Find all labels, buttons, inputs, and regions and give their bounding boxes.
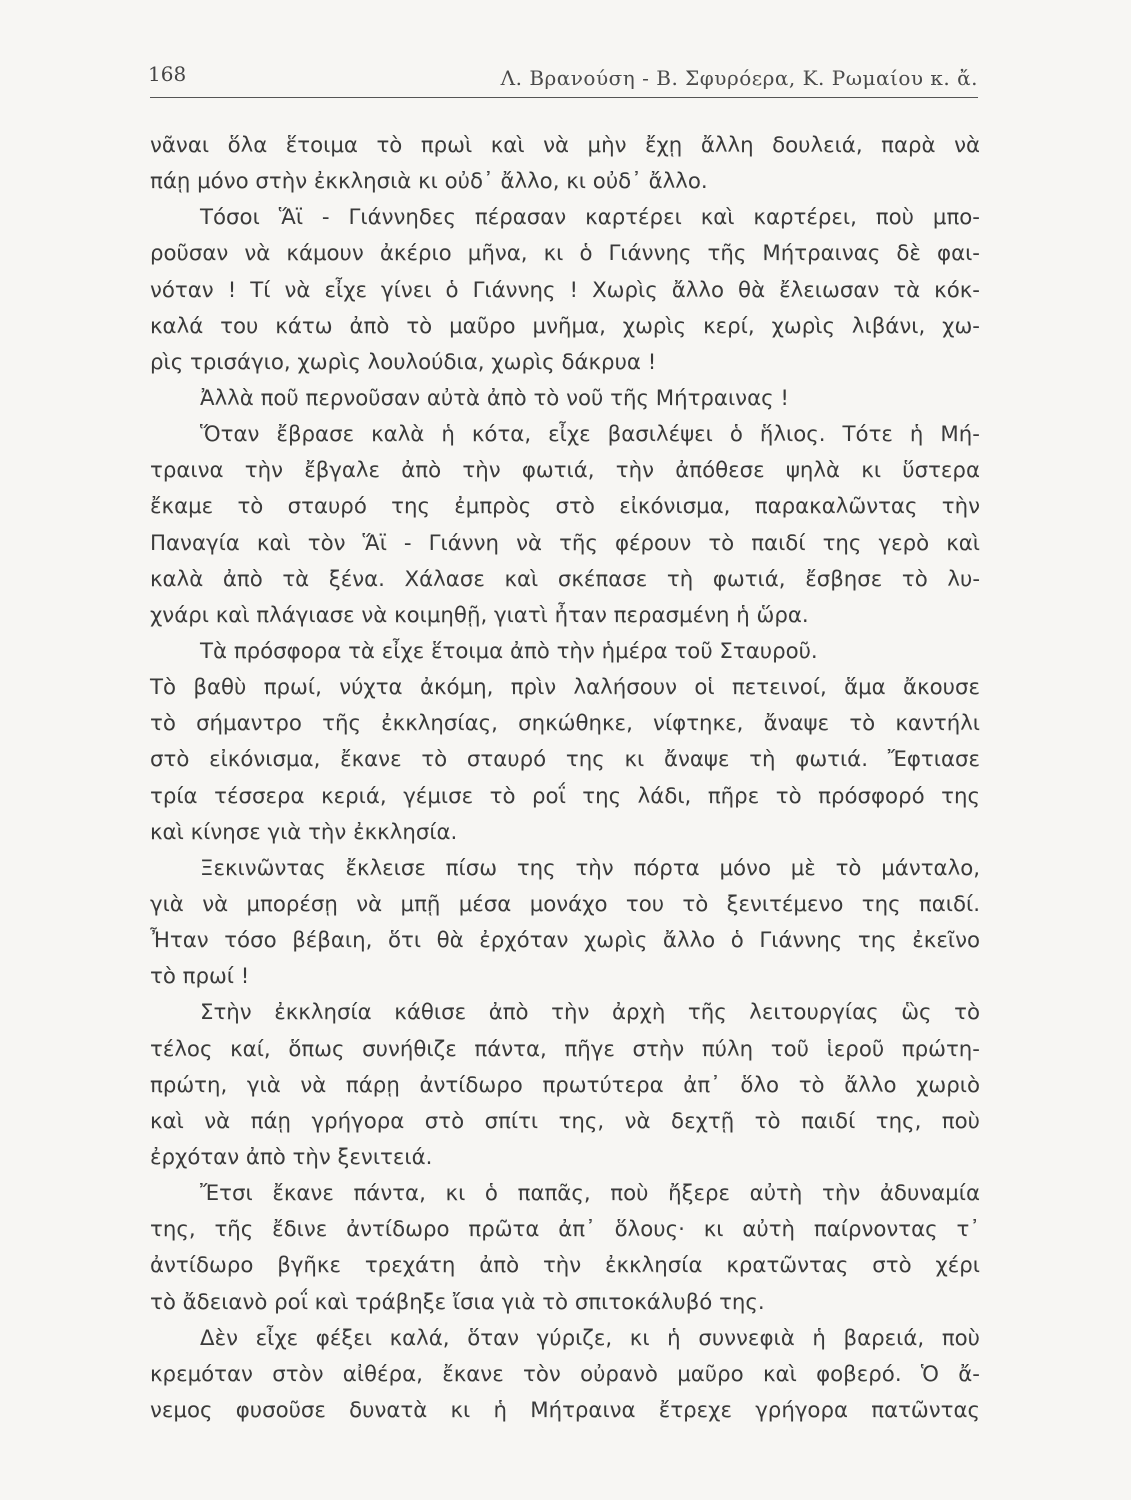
text-line: Τόσοι Ἅϊ - Γιάννηδες πέρασαν καρτέρει καὶ καρτέρει, ποὺ μπο- xyxy=(200,205,980,231)
text-line: ροῦσαν νὰ κάμουν ἀκέριο μῆνα, κι ὁ Γιάννης τῆς Μήτραινας δὲ φαι- xyxy=(150,241,980,267)
page-header xyxy=(148,58,978,94)
page-number: 168 xyxy=(148,62,187,86)
text-line: Ἀλλὰ ποῦ περνοῦσαν αὐτὰ ἀπὸ τὸ νοῦ τῆς Μήτραινας ! xyxy=(200,385,789,411)
text-line: τὸ σήμαντρο τῆς ἐκκλησίας, σηκώθηκε, νίφτηκε, ἄναψε τὸ καντήλι xyxy=(150,711,980,737)
text-line: Τὸ βαθὺ πρωί, νύχτα ἀκόμη, πρὶν λαλήσουν οἱ πετεινοί, ἅμα ἄκουσε xyxy=(150,675,980,701)
text-line: κρεμόταν στὸν αἰθέρα, ἔκανε τὸν οὐρανὸ μαῦρο καὶ φοβερό. Ὁ ἄ- xyxy=(150,1361,980,1387)
text-line: ἐρχόταν ἀπὸ τὴν ξενιτειά. xyxy=(150,1144,433,1170)
text-line: καὶ νὰ πάῃ γρήγορα στὸ σπίτι της, νὰ δεχτῇ τὸ παιδί της, ποὺ xyxy=(150,1108,980,1134)
text-line: πρώτη, γιὰ νὰ πάρῃ ἀντίδωρο πρωτύτερα ἀπ᾽ ὅλο τὸ ἄλλο χωριὸ xyxy=(150,1072,980,1098)
text-line: καλά του κάτω ἀπὸ τὸ μαῦρο μνῆμα, χωρὶς κερί, χωρὶς λιβάνι, χω- xyxy=(150,313,980,339)
text-line: τὸ ἄδειανὸ ροΐ καὶ τράβηξε ἴσια γιὰ τὸ σπιτοκάλυβό της. xyxy=(150,1289,765,1315)
header-rule xyxy=(150,97,978,98)
text-line: χνάρι καὶ πλάγιασε νὰ κοιμηθῇ, γιατὶ ἦταν περασμένη ἡ ὥρα. xyxy=(150,602,809,628)
text-line: ρὶς τρισάγιο, χωρὶς λουλούδια, χωρὶς δάκρυα ! xyxy=(150,349,657,375)
text-line: ἀντίδωρο βγῆκε τρεχάτη ἀπὸ τὴν ἐκκλησία κρατῶντας στὸ χέρι xyxy=(150,1253,980,1279)
text-line: της, τῆς ἔδινε ἀντίδωρο πρῶτα ἀπ᾽ ὅλους· κι αὐτὴ παίρνοντας τ᾽ xyxy=(150,1217,980,1243)
text-line: νᾶναι ὅλα ἕτοιμα τὸ πρωὶ καὶ νὰ μὴν ἔχῃ ἄλλη δουλειά, παρὰ νὰ xyxy=(150,133,980,158)
text-line: γιὰ νὰ μπορέσῃ νὰ μπῇ μέσα μονάχο του τὸ ξενιτέμενο της παιδί. xyxy=(150,891,980,917)
body-text xyxy=(150,128,980,1429)
text-line: τραινα τὴν ἔβγαλε ἀπὸ τὴν φωτιά, τὴν ἀπόθεσε ψηλὰ κι ὕστερα xyxy=(150,458,980,484)
text-line: νεμος φυσοῦσε δυνατὰ κι ἡ Μήτραινα ἔτρεχε γρήγορα πατῶντας xyxy=(150,1397,980,1423)
text-line: νόταν ! Τί νὰ εἶχε γίνει ὁ Γιάννης ! Χωρὶς ἄλλο θὰ ἔλειωσαν τὰ κόκ- xyxy=(150,277,980,303)
text-line: τρία τέσσερα κεριά, γέμισε τὸ ροΐ της λάδι, πῆρε τὸ πρόσφορό της xyxy=(150,783,980,809)
text-line: Ἔτσι ἔκανε πάντα, κι ὁ παπᾶς, ποὺ ἤξερε αὐτὴ τὴν ἀδυναμία xyxy=(200,1181,980,1207)
text-line: τὸ πρωί ! xyxy=(150,964,250,990)
text-line: στὸ εἰκόνισμα, ἔκανε τὸ σταυρό της κι ἄναψε τὴ φωτιά. Ἔφτιασε xyxy=(150,747,980,773)
text-line: Παναγία καὶ τὸν Ἅϊ - Γιάννη νὰ τῆς φέρουν τὸ παιδί της γερὸ καὶ xyxy=(150,530,980,556)
text-line: καὶ κίνησε γιὰ τὴν ἐκκλησία. xyxy=(150,819,458,845)
text-line: Τὰ πρόσφορα τὰ εἶχε ἕτοιμα ἀπὸ τὴν ἡμέρα τοῦ Σταυροῦ. xyxy=(200,638,818,664)
text-line: Δὲν εἶχε φέξει καλά, ὅταν γύριζε, κι ἡ συννεφιὰ ἡ βαρειά, ποὺ xyxy=(200,1325,980,1351)
text-line: πάῃ μόνο στὴν ἐκκλησιὰ κι οὐδ᾽ ἄλλο, κι οὐδ᾽ ἄλλο. xyxy=(150,169,708,195)
text-line: ἔκαμε τὸ σταυρό της ἐμπρὸς στὸ εἰκόνισμα, παρακαλῶντας τὴν xyxy=(150,494,980,520)
text-line: Στὴν ἐκκλησία κάθισε ἀπὸ τὴν ἀρχὴ τῆς λειτουργίας ὣς τὸ xyxy=(200,1000,980,1026)
text-line: Ὅταν ἔβρασε καλὰ ἡ κότα, εἶχε βασιλέψει ὁ ἥλιος. Τότε ἡ Μή- xyxy=(200,422,980,448)
text-line: καλὰ ἀπὸ τὰ ξένα. Χάλασε καὶ σκέπασε τὴ φωτιά, ἔσβησε τὸ λυ- xyxy=(150,566,980,592)
running-head: Λ. Βρανούση - Β. Σφυρόερα, Κ. Ρωμαίου κ. ἄ. xyxy=(500,66,978,90)
text-line: Ἦταν τόσο βέβαιη, ὅτι θὰ ἐρχόταν χωρὶς ἄλλο ὁ Γιάννης της ἐκεῖνο xyxy=(150,928,980,954)
text-line: τέλος καί, ὅπως συνήθιζε πάντα, πῆγε στὴν πύλη τοῦ ἱεροῦ πρώτη- xyxy=(150,1036,980,1062)
text-line: Ξεκινῶντας ἔκλεισε πίσω της τὴν πόρτα μόνο μὲ τὸ μάνταλο, xyxy=(200,855,980,881)
